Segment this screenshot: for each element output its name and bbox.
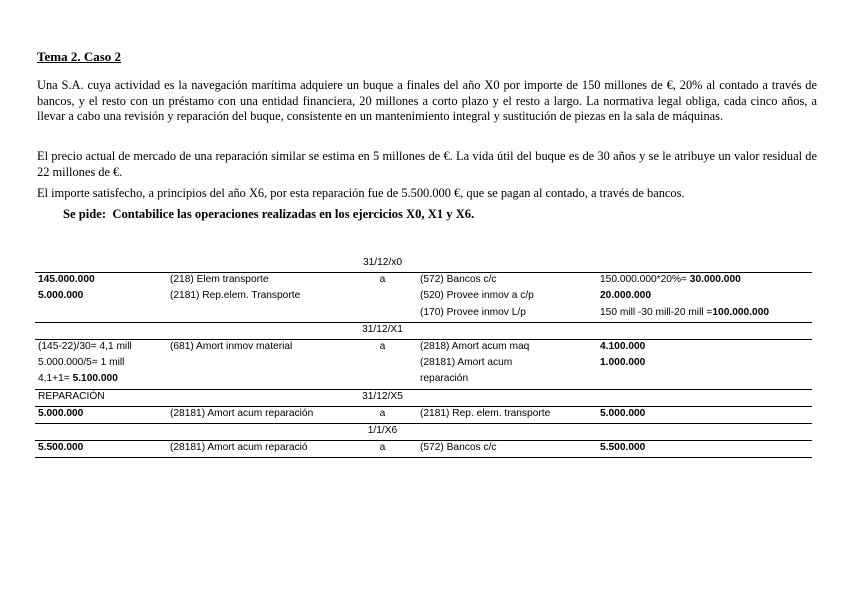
debit-amount: 5.000.000 xyxy=(38,290,84,302)
credit-amount: 5.500.000 xyxy=(600,442,646,454)
debit-amount xyxy=(38,373,118,384)
statement-paragraph-3: El importe satisfecho, a principios del año X6, por esta reparación fue de 5.500.000 €, que se pagan al contado, a través de bancos. xyxy=(37,186,685,200)
credit-account: (2181) Rep. elem. transporte xyxy=(420,407,551,419)
credit-amount: 1.000.000 xyxy=(600,357,646,369)
credit-amount: 4.100.000 xyxy=(600,340,646,352)
debit-amount: (145-22)/30= 4,1 mill xyxy=(38,340,132,352)
debit-account: (681) Amort inmov material xyxy=(170,340,293,352)
question xyxy=(63,207,474,222)
credit-calc: 150.000.000*20%= xyxy=(600,274,690,286)
entry-date: 31/12/X5 xyxy=(362,390,403,402)
debit-account: (28181) Amort acum reparació xyxy=(170,442,308,454)
debit-account: (218) Elem transporte xyxy=(170,274,269,286)
entry-date: 31/12/X1 xyxy=(362,323,403,335)
document-title: Tema 2. Caso 2 xyxy=(37,49,122,64)
credit-account: (28181) Amort acum xyxy=(420,357,513,369)
credit-value: 30.000.000 xyxy=(689,274,741,286)
credit-amount xyxy=(600,307,769,318)
journal-table xyxy=(35,256,812,458)
journal-row xyxy=(35,289,812,305)
journal-date-row xyxy=(35,323,812,340)
entry-date: 31/12/x0 xyxy=(362,257,403,268)
section-label: REPARACIÓN xyxy=(38,390,105,402)
journal-date-row xyxy=(35,424,812,441)
journal-row xyxy=(35,356,812,372)
credit-account: (572) Bancos c/c xyxy=(420,274,497,286)
journal-date-row xyxy=(35,389,812,407)
credit-value: 100.000.000 xyxy=(712,306,770,318)
credit-account: (572) Bancos c/c xyxy=(420,442,497,454)
debit-amount: 5.000.000/5= 1 mill xyxy=(38,357,125,369)
journal-row xyxy=(35,273,812,289)
to-marker: a xyxy=(379,407,386,419)
credit-account: (170) Provee inmov L/p xyxy=(420,306,526,318)
to-marker: a xyxy=(379,340,386,352)
debit-calc: 4,1+1= xyxy=(38,373,73,385)
statement-paragraph-1: Una S.A. cuya actividad es la navegación marítima adquiere un buque a finales del año X0 por importe de 150 millones de €, 20% al contado a través de bancos, y el resto con un préstamo con una entidad financiera, 20 millones a corto plazo y el resto a largo. La normativa legal obliga, cada cinco años, a llevar a cabo una revisión y reparación del buque, consistente en un mantenimiento integral y sustitución de piezas en la sala de máquinas. xyxy=(37,78,817,123)
credit-calc: 150 mill -30 mill-20 mill = xyxy=(600,306,713,318)
debit-account: (28181) Amort acum reparación xyxy=(170,407,314,419)
question-text: Contabilice las operaciones realizadas en los ejercicios X0, X1 y X6. xyxy=(112,207,475,221)
debit-account: (2181) Rep.elem. Transporte xyxy=(170,290,301,302)
debit-value: 5.100.000 xyxy=(72,373,118,385)
statement-paragraph-2: El precio actual de mercado de una reparación similar se estima en 5 millones de €. La vida útil del buque es de 30 años y se le atribuye un valor residual de 22 millones de €. xyxy=(37,149,817,179)
journal-row xyxy=(35,407,812,424)
journal-date-row xyxy=(35,256,812,273)
credit-amount: 5.000.000 xyxy=(600,407,646,419)
entry-date: 1/1/X6 xyxy=(367,424,398,436)
debit-amount: 5.500.000 xyxy=(38,442,84,454)
journal-row xyxy=(35,340,812,356)
credit-amount xyxy=(600,274,741,285)
journal-row xyxy=(35,441,812,458)
credit-amount: 20.000.000 xyxy=(600,290,651,302)
question-label: Se pide: xyxy=(63,207,107,221)
debit-amount: 145.000.000 xyxy=(38,274,95,286)
to-marker: a xyxy=(379,442,386,454)
debit-amount: 5.000.000 xyxy=(38,407,84,419)
credit-account: reparación xyxy=(420,373,469,385)
to-marker: a xyxy=(379,274,386,286)
journal-row xyxy=(35,306,812,323)
credit-account: (2818) Amort acum maq xyxy=(420,340,530,352)
credit-account: (520) Provee inmov a c/p xyxy=(420,290,534,302)
journal-row xyxy=(35,372,812,388)
